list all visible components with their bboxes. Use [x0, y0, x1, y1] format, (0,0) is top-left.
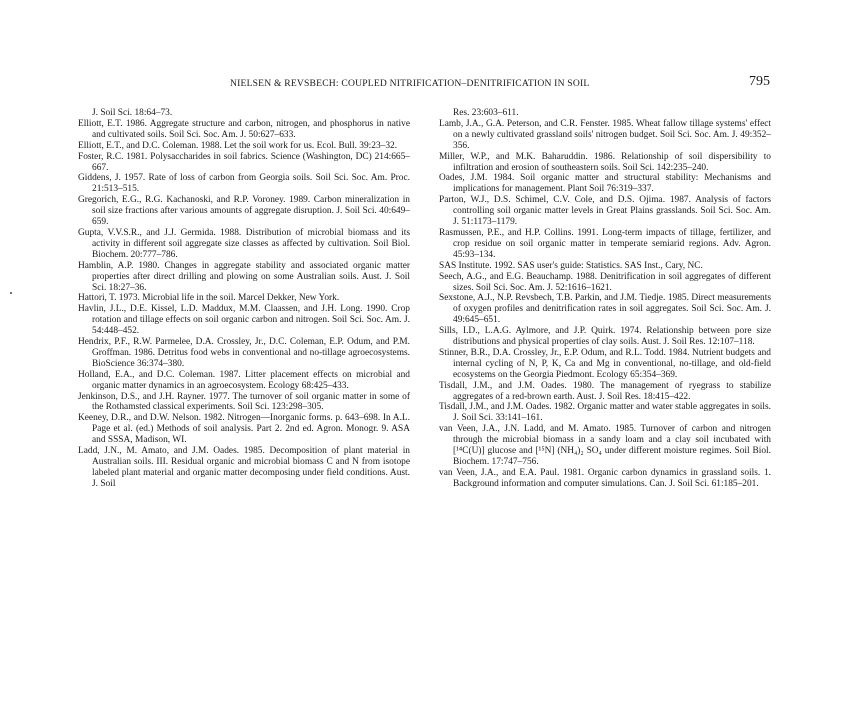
- reference-entry: Seech, A.G., and E.G. Beauchamp. 1988. Denitrification in soil aggregates of different sizes. Soil Sci. Soc. Am. J. 52:1616–1621.: [439, 271, 771, 293]
- reference-entry: Sills, I.D., L.A.G. Aylmore, and J.P. Quirk. 1974. Relationship between pore size distributions and physical properties of clay soils. Aust. J. Soil Res. 12:107–118.: [439, 326, 771, 348]
- reference-entry: Foster, R.C. 1981. Polysaccharides in soil fabrics. Science (Washington, DC) 214:665–667.: [78, 151, 410, 173]
- references-left-column: [78, 108, 410, 490]
- reference-entry: Gregorich, E.G., R.G. Kachanoski, and R.P. Voroney. 1989. Carbon mineralization in soil size fractions after various amounts of aggregate disruption. J. Soil Sci. 40:649–659.: [78, 195, 410, 228]
- reference-entry: Tisdall, J.M., and J.M. Oades. 1982. Organic matter and water stable aggregates in soils. J. Soil Sci. 33:141–161.: [439, 402, 771, 424]
- references-right-column: [439, 108, 771, 490]
- reference-entry: Gupta, V.V.S.R., and J.J. Germida. 1988. Distribution of microbial biomass and its activity in different soil aggregate size classes as affected by cultivation. Soil Biol. Biochem. 20:777–786.: [78, 227, 410, 260]
- reference-entry: Lamb, J.A., G.A. Peterson, and C.R. Fenster. 1985. Wheat fallow tillage systems' effect on a newly cultivated grassland soils' nitrogen budget. Soil Sci. Soc. Am. J. 49:352–356.: [439, 118, 771, 151]
- reference-entry: Holland, E.A., and D.C. Coleman. 1987. Litter placement effects on microbial and organic matter dynamics in an agroecosystem. Ecology 68:425–433.: [78, 369, 410, 391]
- reference-entry: Ladd, J.N., M. Amato, and J.M. Oades. 1985. Decomposition of plant material in Australian soils. III. Residual organic and microbial biomass C and N from isotope labeled plant material and organic matter decomposing under field conditions. Aust. J. Soil: [78, 446, 410, 489]
- reference-entry: SAS Institute. 1992. SAS user's guide: Statistics. SAS Inst., Cary, NC.: [439, 260, 703, 271]
- reference-entry: Jenkinson, D.S., and J.H. Rayner. 1977. The turnover of soil organic matter in some of the Rothamsted classical experiments. Soil Sci. 123:298–305.: [78, 391, 410, 413]
- reference-entry: Keeney, D.R., and D.W. Nelson. 1982. Nitrogen—Inorganic forms. p. 643–698. In A.L. Page et al. (ed.) Methods of soil analysis. Part 2. 2nd ed. Agron. Monogr. 9. ASA and SSSA, Madison, WI.: [78, 413, 410, 446]
- page-number: 795: [749, 74, 770, 89]
- reference-entry: Hamblin, A.P. 1980. Changes in aggregate stability and associated organic matter properties after direct drilling and plowing on some Australian soils. Aust. J. Soil Sci. 18:27–36.: [78, 260, 410, 293]
- reference-entry: Rasmussen, P.E., and H.P. Collins. 1991. Long-term impacts of tillage, fertilizer, and crop residue on soil organic matter in temperate semiarid regions. Adv. Agron. 45:93–134.: [439, 227, 771, 260]
- reference-entry: van Veen, J.A., J.N. Ladd, and M. Amato. 1985. Turnover of carbon and nitrogen through the microbial biomass in a sandy loam and a clay soil incubated with [¹⁴C(U)] glucose and [¹⁵N] (NH₄)₂ SO₄ under different moisture regimes. Soil Biol. Biochem. 17:747–756.: [439, 424, 771, 467]
- reference-entry: Parton, W.J., D.S. Schimel, C.V. Cole, and D.S. Ojima. 1987. Analysis of factors controlling soil organic matter levels in Great Plains grasslands. Soil Sci. Soc. Am. J. 51:1173–1179.: [439, 195, 771, 228]
- reference-continuation: Res. 23:603–611.: [453, 108, 519, 118]
- reference-entry: van Veen, J.A., and E.A. Paul. 1981. Organic carbon dynamics in grassland soils. 1. Background information and computer simulations. Can. J. Soil Sci. 61:185–201.: [439, 467, 771, 489]
- reference-entry: Miller, W.P., and M.K. Baharuddin. 1986. Relationship of soil dispersibility to infiltration and erosion of southeastern soils. Soil Sci. 142:235–240.: [439, 151, 771, 173]
- reference-entry: Havlin, J.L., D.E. Kissel, L.D. Maddux, M.M. Claassen, and J.H. Long. 1990. Crop rotation and tillage effects on soil organic carbon and nitrogen. Soil Sci. Soc. Am. J. 54:448–452.: [78, 304, 410, 337]
- reference-entry: Elliott, E.T., and D.C. Coleman. 1988. Let the soil work for us. Ecol. Bull. 39:23–32.: [78, 140, 398, 151]
- reference-entry: Hattori, T. 1973. Microbial life in the soil. Marcel Dekker, New York.: [78, 293, 340, 304]
- reference-entry: Giddens, J. 1957. Rate of loss of carbon from Georgia soils. Soil Sci. Soc. Am. Proc. 21:513–515.: [78, 173, 410, 195]
- reference-continuation: J. Soil Sci. 18:64–73.: [92, 108, 173, 118]
- scan-speck: [10, 292, 12, 294]
- reference-entry: Stinner, B.R., D.A. Crossley, Jr., E.P. Odum, and R.L. Todd. 1984. Nutrient budgets and internal cycling of N, P, K, Ca and Mg in conventional, no-tillage, and old-field ecosystems on the Georgia Piedmont. Ecology 65:354–369.: [439, 347, 771, 380]
- reference-entry: Tisdall, J.M., and J.M. Oades. 1980. The management of ryegrass to stabilize aggregates of a red-brown earth. Aust. J. Soil Res. 18:415–422.: [439, 380, 771, 402]
- running-title: NIELSEN & REVSBECH: COUPLED NITRIFICATION–DENITRIFICATION IN SOIL: [230, 78, 590, 89]
- reference-entry: Sexstone, A.J., N.P. Revsbech, T.B. Parkin, and J.M. Tiedje. 1985. Direct measurements of oxygen profiles and denitrification rates in soil aggregates. Soil Sci. Soc. Am. J. 49:645–651.: [439, 293, 771, 326]
- running-head: [80, 74, 770, 92]
- reference-entry: Elliott, E.T. 1986. Aggregate structure and carbon, nitrogen, and phosphorus in native and cultivated soils. Soil Sci. Soc. Am. J. 50:627–633.: [78, 118, 410, 140]
- reference-entry: Oades, J.M. 1984. Soil organic matter and structural stability: Mechanisms and implications for management. Plant Soil 76:319–337.: [439, 173, 771, 195]
- reference-entry: Hendrix, P.F., R.W. Parmelee, D.A. Crossley, Jr., D.C. Coleman, E.P. Odum, and P.M. Groffman. 1986. Detritus food webs in conventional and no-tillage agroecosystems. BioScience 36:374–380.: [78, 337, 410, 369]
